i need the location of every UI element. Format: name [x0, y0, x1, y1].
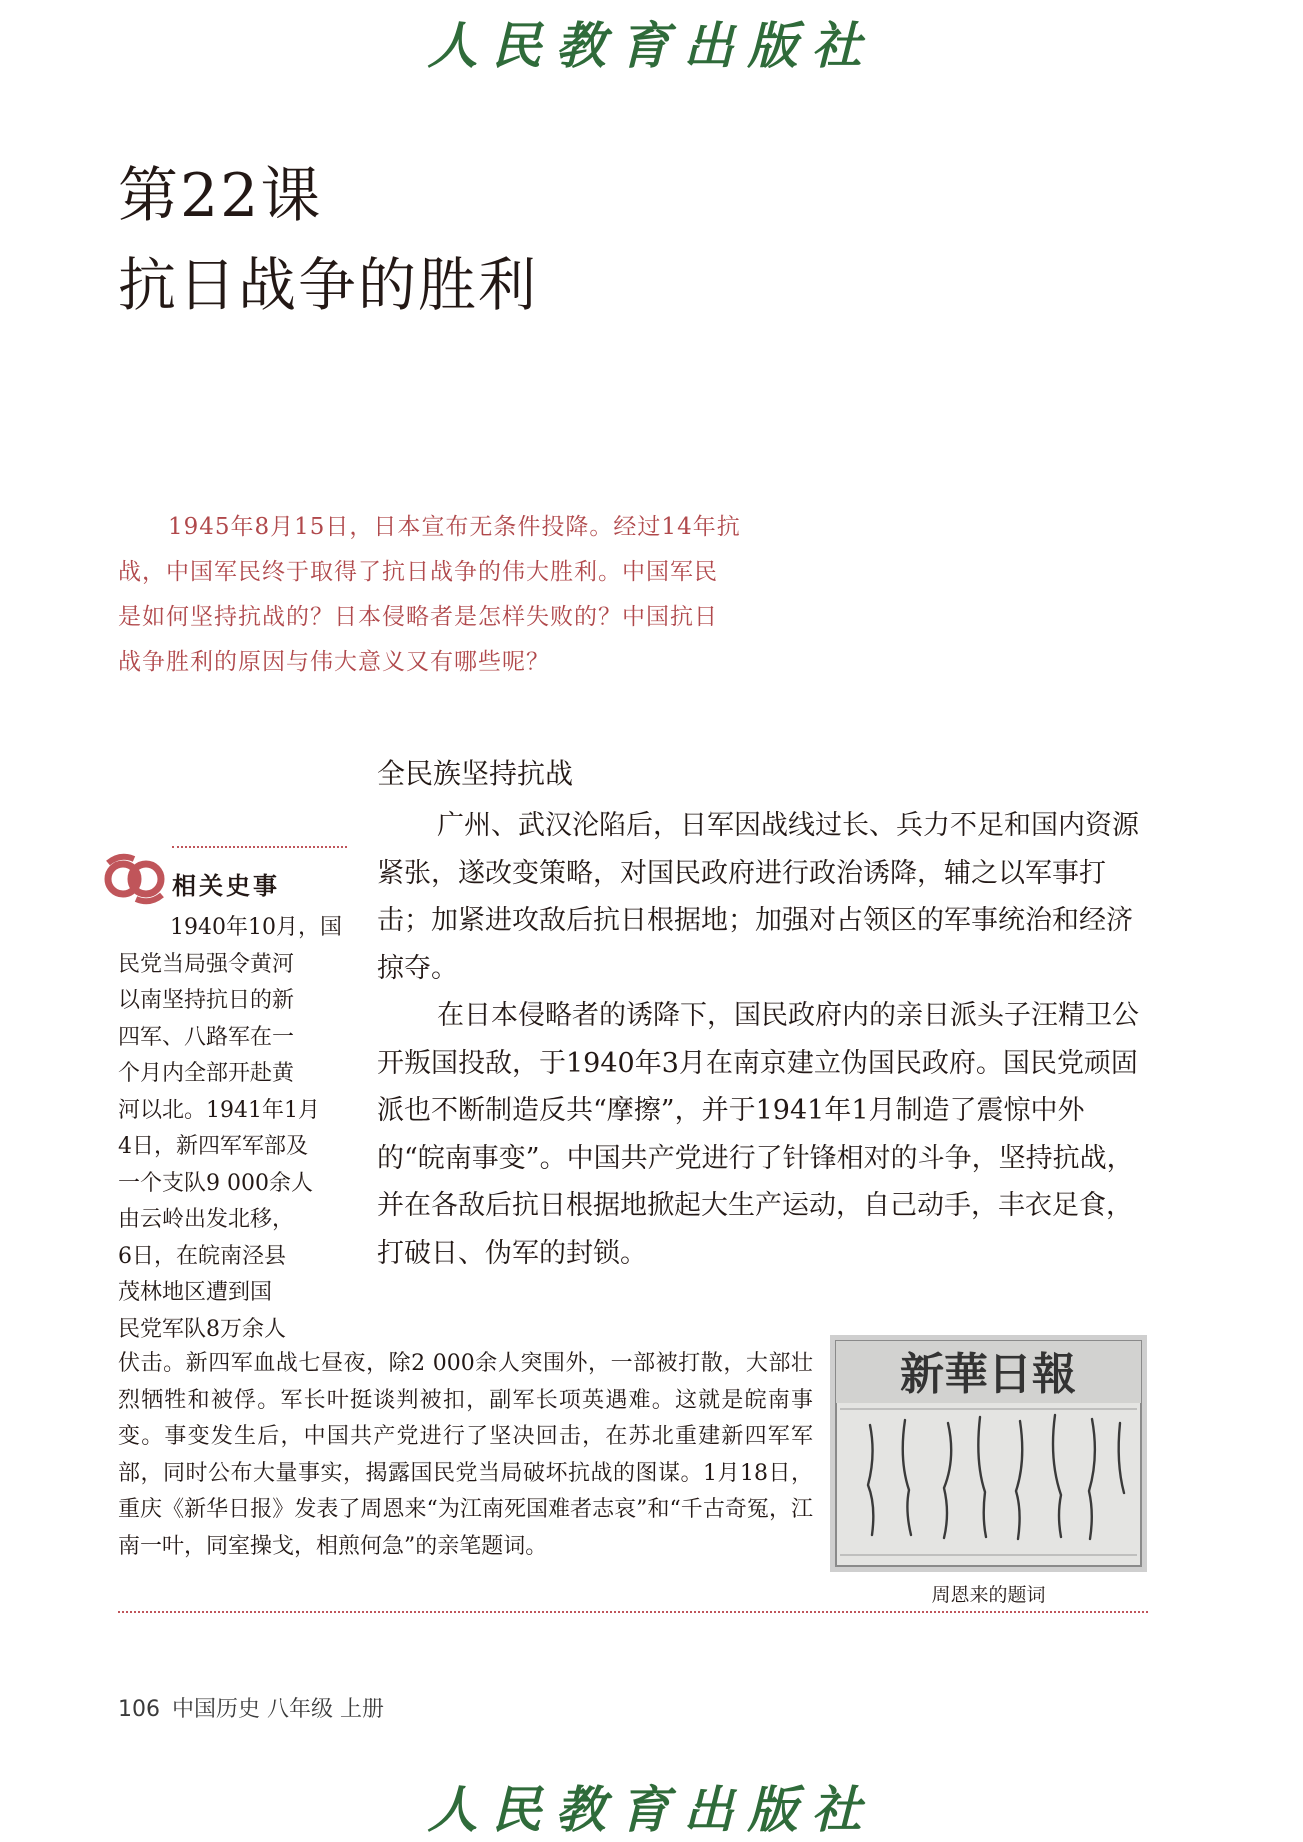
- newspaper-image: [830, 1335, 1147, 1572]
- body-paragraph: 在日本侵略者的诱降下，国民政府内的亲日派头子汪精卫公开叛国投敌，于1940年3月在南京建立伪国民政府。国民党顽固派也不断制造反共“摩擦”，并于1941年1月制造了震惊中外的“皖南事变”。中国共产党进行了针锋相对的斗争，坚持抗战，并在各敌后抗日根据地掀起大生产运动，自己动手，丰衣足食，打破日、伪军的封锁。: [377, 1000, 1139, 1269]
- sidebar-line: 以南坚持抗日的新: [118, 988, 295, 1013]
- sidebar-line: 1940年10月，国: [170, 915, 342, 940]
- body-paragraph: 广州、武汉沦陷后，日军因战线过长、兵力不足和国内资源紧张，遂改变策略，对国民政府进行政治诱降，辅之以军事打击；加紧进攻敌后抗日根据地；加强对占领区的军事统治和经济掠夺。: [377, 810, 1139, 984]
- zhou-enlai-inscription-photo: [830, 1335, 1147, 1572]
- page-number: 106: [118, 1697, 160, 1722]
- sidebar-line: 个月内全部开赴黄: [118, 1061, 295, 1086]
- sidebar-line: 6日，在皖南泾县: [118, 1243, 286, 1269]
- lesson-number: 第22课: [118, 161, 323, 231]
- sidebar-line: 4日，新四军军部及: [118, 1134, 308, 1159]
- sidebar-text-continued: 伏击。新四军血战七昼夜，除2 000余人突围外，一部被打散，大部壮烈牺牲和被俘。军长叶挺谈判被扣，副军长项英遇难。这就是皖南事变。事变发生后，中国共产党进行了坚决回击，在苏北重建新四军军部，同时公布大量事实，揭露国民党当局破坏抗战的图谋。1月18日，重庆《新华日报》发表了周恩来“为江南死国难者志哀”和“千古奇冤，江南一叶，同室操戈，相煎何急”的亲笔题词。: [118, 1351, 813, 1559]
- sidebar-line: 民党当局强令黄河: [118, 951, 295, 977]
- intro-line: 1945年8月15日，日本宣布无条件投降。经过14年抗: [168, 514, 741, 540]
- sidebar-label: 相关史事: [172, 872, 280, 900]
- sidebar-line: 茂林地区遭到国: [118, 1280, 273, 1305]
- section-heading: 全民族坚持抗战: [377, 757, 574, 790]
- section-body: [377, 802, 1147, 1277]
- sidebar-line: 一个支队9 000余人: [118, 1170, 313, 1196]
- sidebar-line: 由云岭出发北移，: [118, 1207, 295, 1232]
- publisher-footer: 人民教育出版社: [427, 1780, 876, 1839]
- sidebar-line: 河以北。1941年1月: [118, 1097, 320, 1123]
- intro-line: 是如何坚持抗战的？日本侵略者是怎样失败的？中国抗日: [118, 604, 718, 630]
- publisher-header: 人民教育出版社: [427, 16, 876, 75]
- sidebar-line: 民党军队8万余人: [118, 1316, 286, 1342]
- sidebar-text: [118, 910, 350, 1348]
- page-footer: [118, 1692, 384, 1723]
- sidebar-bottom-rule: [118, 1611, 1148, 1613]
- intro-line: 战，中国军民终于取得了抗日战争的伟大胜利。中国军民: [118, 559, 718, 585]
- sidebar-line: 四军、八路军在一: [118, 1024, 295, 1050]
- sidebar-top-rule: [172, 846, 347, 848]
- newspaper-masthead: 新華日報: [900, 1349, 1076, 1400]
- intro-line: 战争胜利的原因与伟大意义又有哪些呢？: [118, 649, 550, 675]
- lesson-intro: [118, 505, 798, 685]
- related-history-icon: [104, 851, 166, 907]
- figure-caption: 周恩来的题词: [931, 1584, 1046, 1606]
- lesson-title: 抗日战争的胜利: [118, 251, 539, 319]
- book-title: 中国历史 八年级 上册: [172, 1697, 384, 1722]
